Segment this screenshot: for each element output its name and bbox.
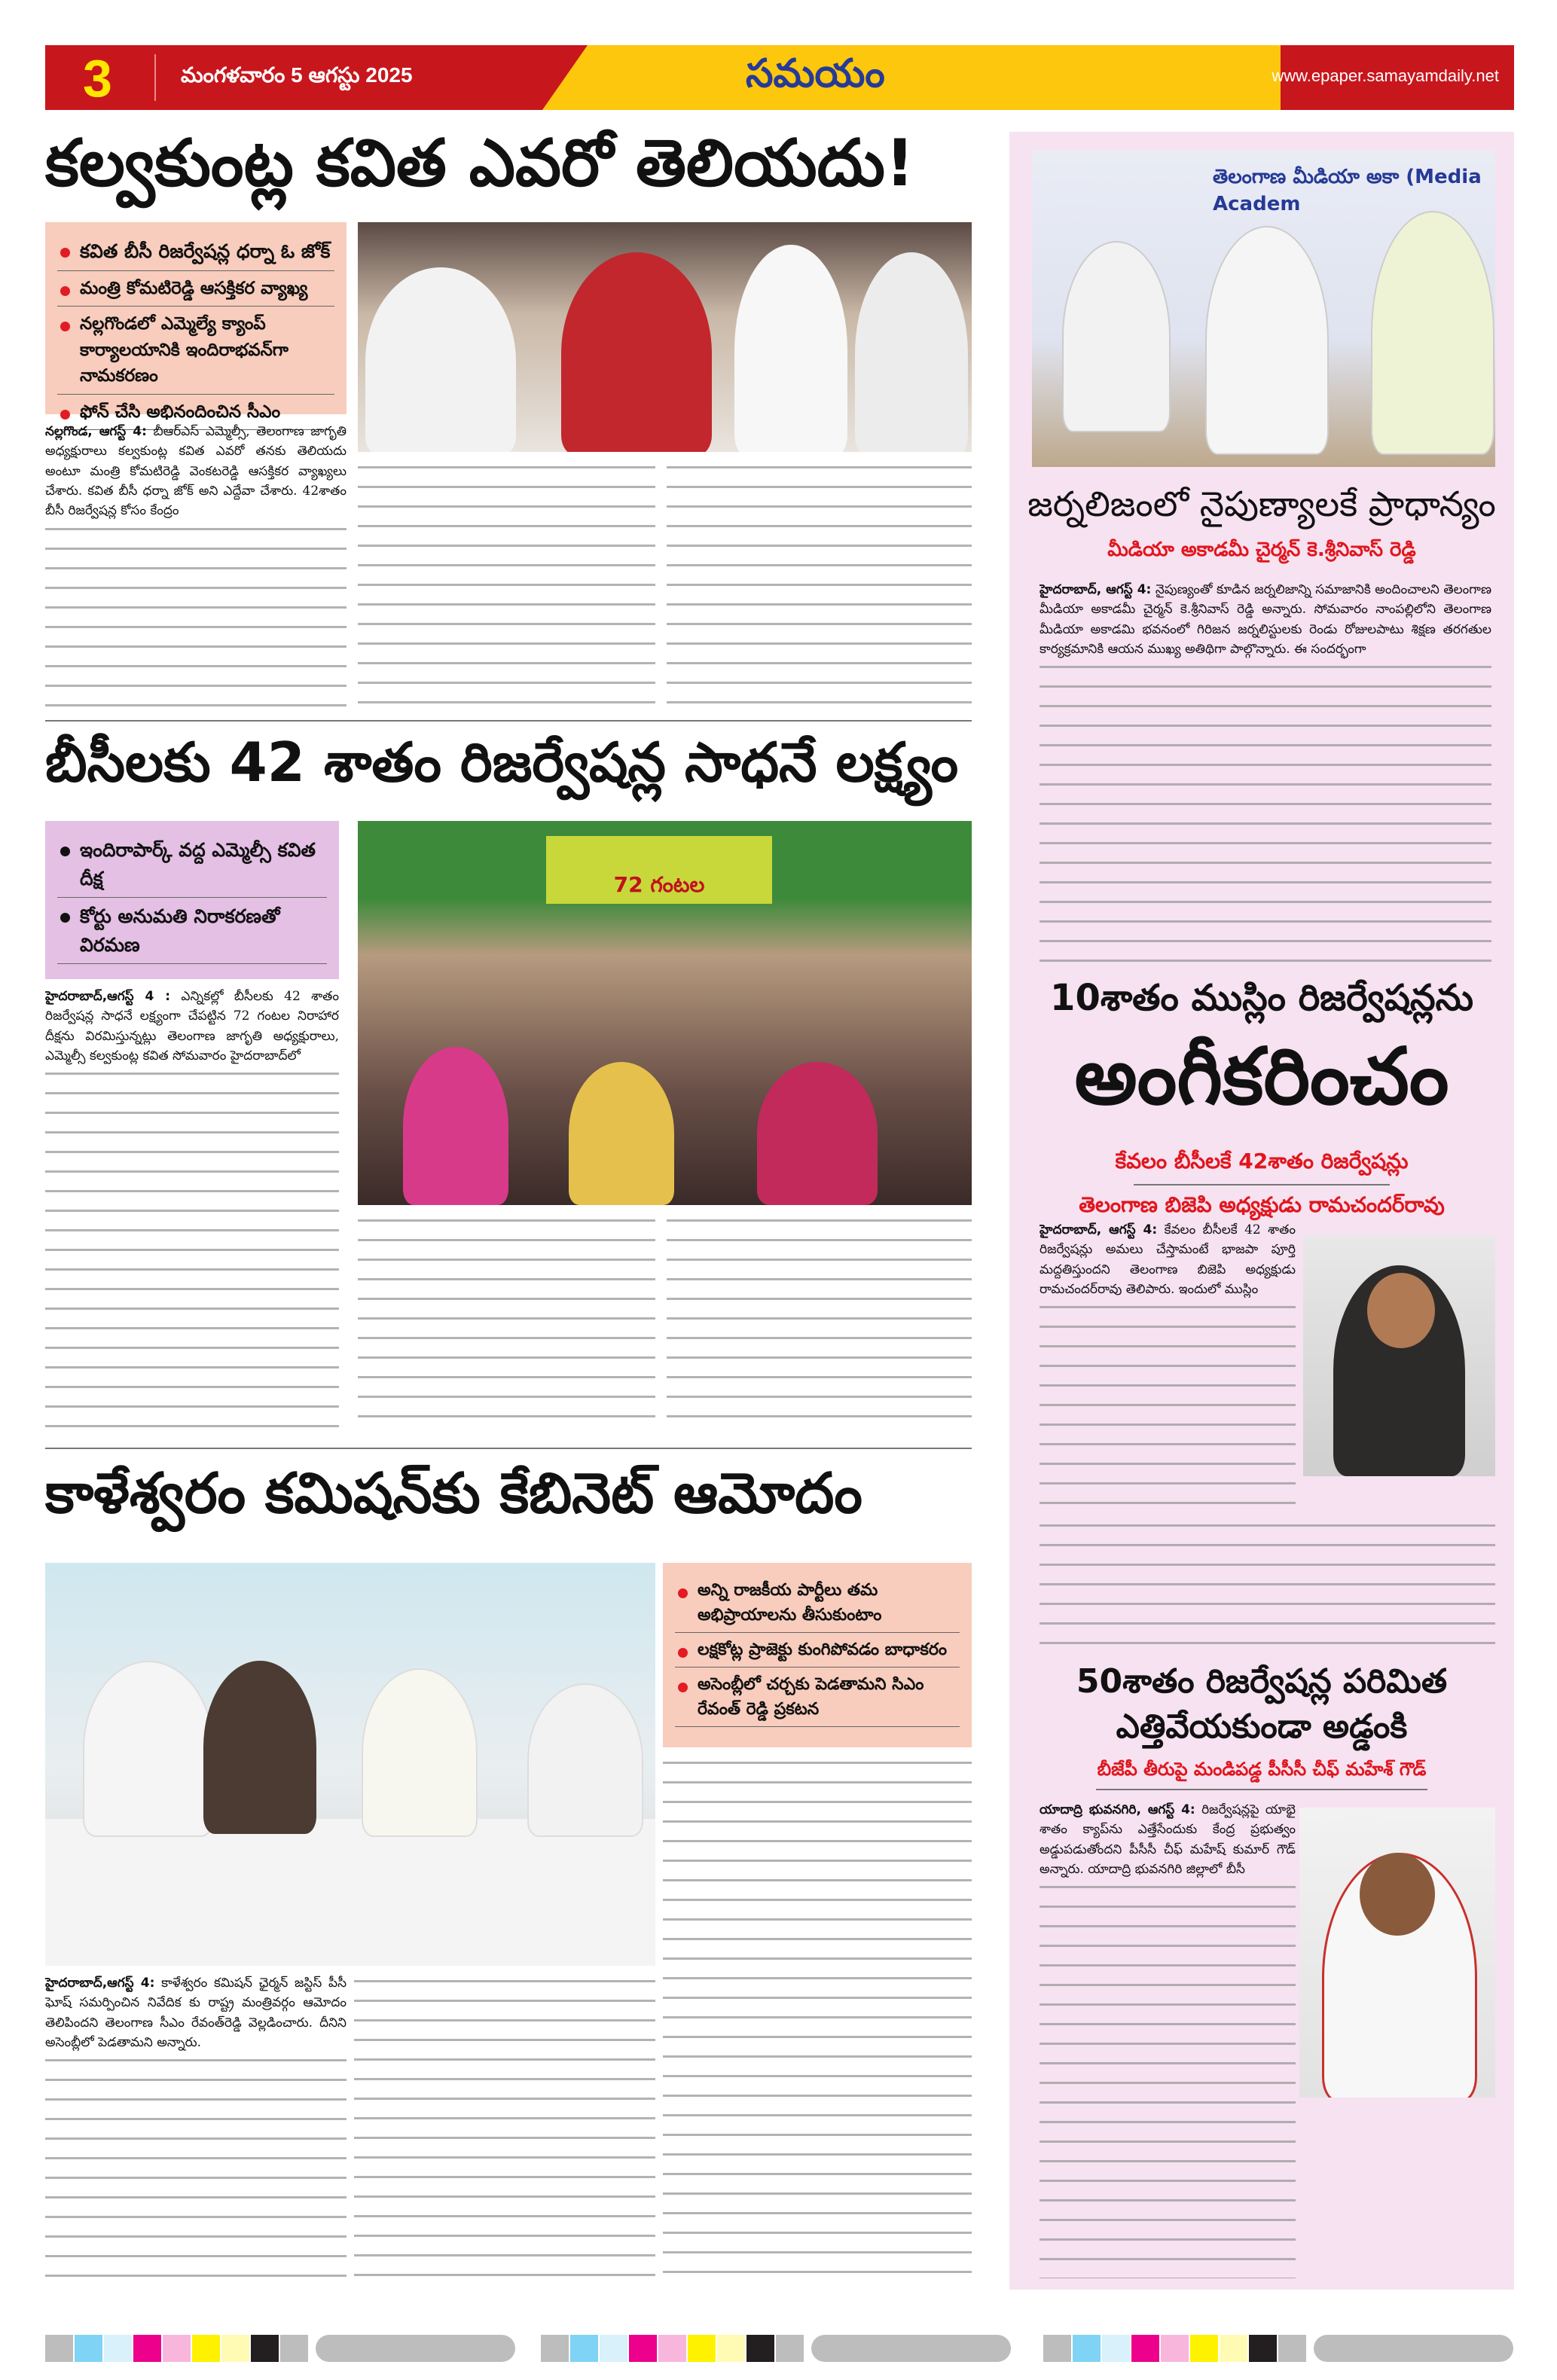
highlight-item: కవిత బీసీ రిజర్వేషన్ల ధర్నా ఓ జోక్ xyxy=(57,233,334,271)
color-swatch xyxy=(1161,2335,1189,2362)
color-registration-bar xyxy=(1043,2335,1515,2362)
story2-headline: బీసీలకు 42 శాతం రిజర్వేషన్ల సాధనే లక్ష్యం xyxy=(45,731,959,794)
story2-body-col2 xyxy=(358,1213,655,1431)
highlight-item: నల్లగొండలో ఎమ్మెల్యే క్యాంప్ కార్యాలయానికి ఇందిరాభవన్‌గా నామకరణం xyxy=(57,307,334,395)
color-swatch xyxy=(221,2335,249,2362)
highlight-item: ఇందిరాపార్క్ వద్ద ఎమ్మెల్సీ కవిత దీక్ష xyxy=(57,831,327,898)
dateline: నల్లగొండ, ఆగస్ట్ 4: xyxy=(45,424,147,439)
article-text: ఎన్నికల్లో బీసీలకు 42 శాతం రిజర్వేషన్ల సాధనే లక్ష్యంగా చేపట్టిన 72 గంటల నిరాహార దీక్షను విరమిస్తున్నట్లు తెలంగాణ జాగృతి అధ్యక్షురాలు, ఎమ్మెల్సీ కల్వకుంట్ల కవిత సోమవారం హైదరాబాద్‌లో xyxy=(45,989,339,1064)
color-swatch xyxy=(541,2335,569,2362)
color-swatch xyxy=(133,2335,161,2362)
ramachander-rao-photo xyxy=(1303,1235,1495,1476)
article-text: కాళేశ్వరం కమిషన్ ఛైర్మన్ జస్టిస్ పీసీ ఘోష్ సమర్పించిన నివేదిక కు రాష్ట్ర మంత్రివర్గం ఆమోదం తెలిపిందని తెలంగాణ సీఎం రేవంత్‌రెడ్డి వెల్లడించారు. దీనిని అసెంబ్లీలో పెడతామని అన్నారు. xyxy=(45,1976,347,2051)
highlight-item: మంత్రి కోమటిరెడ్డి ఆసక్తికర వ్యాఖ్య xyxy=(57,271,334,307)
color-swatch xyxy=(600,2335,627,2362)
story3-body-col3 xyxy=(663,1755,972,2290)
story3-body xyxy=(45,1973,347,2290)
color-swatch xyxy=(280,2335,308,2362)
divider xyxy=(45,1448,972,1449)
sidebar2-headline-line1: 10శాతం ముస్లిం రిజర్వేషన్లను xyxy=(1050,977,1473,1019)
sidebar xyxy=(1009,132,1514,2290)
divider xyxy=(1134,1184,1390,1185)
divider xyxy=(45,720,972,722)
color-swatch xyxy=(45,2335,73,2362)
sidebar2-body-continued xyxy=(1040,1518,1495,1646)
page-header xyxy=(45,45,1514,110)
color-swatch xyxy=(1043,2335,1071,2362)
sidebar2-subhead1: కేవలం బీసీలకే 42శాతం రిజర్వేషన్లు xyxy=(1115,1149,1409,1173)
mahesh-goud-photo xyxy=(1299,1808,1495,2098)
media-academy-banner: తెలంగాణ మీడియా అకా (Media Academ xyxy=(1213,166,1482,215)
story2-body xyxy=(45,987,339,1431)
epaper-url[interactable]: www.epaper.samayamdaily.net xyxy=(1272,66,1499,85)
article-text: రిజర్వేషన్లపై యాభై శాతం క్యాప్‌ను ఎత్తేసేందుకు కేంద్ర ప్రభుత్వం అడ్డుపడుతోందని పీసీసీ చీఫ్ మహేష్ కుమార్ గౌడ్ అన్నారు. యాదాద్రి భువనగిరి జిల్లాలో బీసీ xyxy=(1040,1802,1296,1878)
color-swatch xyxy=(629,2335,657,2362)
sidebar1-photo xyxy=(1032,151,1495,467)
dateline: హైదరాబాద్, ఆగస్ట్ 4: xyxy=(1040,582,1152,597)
sidebar3-headline-line1: 50శాతం రిజర్వేషన్ల పరిమిత xyxy=(1076,1662,1448,1701)
color-swatch xyxy=(163,2335,191,2362)
gray-registration-pill xyxy=(1314,2335,1513,2362)
divider xyxy=(1096,1789,1427,1790)
color-swatch xyxy=(192,2335,220,2362)
dateline: హైదరాబాద్,ఆగస్ట్ 4 : xyxy=(45,989,170,1004)
story1-body xyxy=(45,422,347,716)
story1-highlights xyxy=(45,222,347,422)
dateline: యాదాద్రి భువనగిరి, ఆగస్ట్ 4: xyxy=(1040,1802,1195,1817)
color-registration-bar xyxy=(541,2335,1012,2362)
color-swatch xyxy=(717,2335,745,2362)
sidebar3-subhead: బీజేపీ తీరుపై మండిపడ్డ పీసీసీ చీఫ్ మహేశ్ గౌడ్ xyxy=(1097,1759,1427,1780)
gray-registration-pill xyxy=(811,2335,1011,2362)
story2-highlights xyxy=(45,821,339,979)
story3-highlights xyxy=(663,1563,972,1747)
story1-photo xyxy=(358,222,972,452)
story2-body-col3 xyxy=(667,1213,972,1431)
color-swatch xyxy=(1131,2335,1159,2362)
highlight-item: లక్షకోట్ల ప్రాజెక్టు కుంగిపోవడం బాధాకరం xyxy=(675,1633,960,1668)
sidebar3-headline-line2: ఎత్తివేయకుండా అడ్డంకి xyxy=(1116,1707,1408,1746)
sidebar2-body xyxy=(1040,1220,1296,1514)
article-text: కేవలం బీసీలకే 42 శాతం రిజర్వేషన్లు అమలు చేస్తామంటే భాజపా పూర్తి మద్దతిస్తుందని తెలంగాణ బిజెపి అధ్యక్షుడు రామచందర్‌రావు తెలిపారు. ఇందులో ముస్లిం xyxy=(1040,1222,1296,1298)
color-swatch xyxy=(570,2335,598,2362)
header-divider xyxy=(154,54,156,101)
color-swatch xyxy=(75,2335,102,2362)
sidebar1-headline: జర్నలిజంలో నైపుణ్యాలకే ప్రాధాన్యం xyxy=(1027,484,1496,524)
color-swatch xyxy=(251,2335,279,2362)
story1-body-col3 xyxy=(667,459,972,716)
story3-photo xyxy=(45,1563,655,1966)
color-swatch xyxy=(1102,2335,1130,2362)
header-yellow-band xyxy=(542,45,1281,110)
highlight-item: ఫోన్ చేసి అభినందించిన సీఎం xyxy=(57,395,334,431)
article-text: బీఆర్ఎస్ ఎమ్మెల్సీ, తెలంగాణ జాగృతి అధ్యక్షురాలు కల్వకుంట్ల కవిత ఎవరో తనకు తెలియదు అంటూ మంత్రి కోమటిరెడ్డి వెంకటరెడ్డి ఆసక్తికర వ్యాఖ్యలు చేశారు. కవిత బీసీ ధర్నా జోక్ అని ఎద్దేవా చేశారు. 42శాతం బీసీ రిజర్వేషన్ల కోసం కేంద్రం xyxy=(45,424,347,519)
protest-banner: 72 గంటల xyxy=(546,836,772,904)
masthead-logo: సమయం xyxy=(746,51,885,96)
sidebar3-body xyxy=(1040,1800,1296,2282)
page-number: 3 xyxy=(83,49,112,108)
story2-photo xyxy=(358,821,972,1205)
color-swatch xyxy=(746,2335,774,2362)
sidebar2-subhead2: తెలంగాణ బిజెపి అధ్యక్షుడు రామచందర్‌రావు xyxy=(1079,1192,1445,1217)
color-swatch xyxy=(104,2335,132,2362)
gray-registration-pill xyxy=(316,2335,515,2362)
story3-headline: కాళేశ్వరం కమిషన్‌కు కేబినెట్ ఆమోదం xyxy=(45,1461,862,1526)
highlight-item: అన్ని రాజకీయ పార్టీలు తమ అభిప్రాయాలను తీసుకుంటాం xyxy=(675,1573,960,1633)
color-swatch xyxy=(688,2335,716,2362)
color-swatch xyxy=(658,2335,686,2362)
color-swatch xyxy=(776,2335,804,2362)
color-swatch xyxy=(1073,2335,1101,2362)
sidebar1-subhead: మీడియా అకాడమీ చైర్మన్ కె.శ్రీనివాస్ రెడ్డి xyxy=(1107,539,1416,561)
story1-headline: కల్వకుంట్ల కవిత ఎవరో తెలియదు! xyxy=(45,126,915,201)
dateline: హైదరాబాద్,ఆగస్ట్ 4: xyxy=(45,1976,155,1991)
article-text: నైపుణ్యంతో కూడిన జర్నలిజాన్ని సమాజానికి అందించాలని తెలంగాణ మీడియా అకాడమీ చైర్మన్ కె.శ్రీనివాస్ రెడ్డి అన్నారు. సోమవారం నాంపల్లిలోని తెలంగాణ మీడియా అకాడమి భవనంలో గిరిజన జర్నలిస్టులకు రెండు రోజులపాటు శిక్షణ తరగతుల కార్యక్రమానికి ఆయన ముఖ్య అతిథిగా పాల్గొన్నారు. ఈ సందర్భంగా xyxy=(1040,582,1491,658)
color-swatch xyxy=(1220,2335,1247,2362)
story1-body-col2 xyxy=(358,459,655,716)
color-swatch xyxy=(1278,2335,1306,2362)
color-swatch xyxy=(1190,2335,1218,2362)
color-swatch xyxy=(1249,2335,1277,2362)
highlight-item: కోర్టు అనుమతి నిరాకరణతో విరమణ xyxy=(57,898,327,964)
story3-body-col2 xyxy=(354,1973,655,2290)
sidebar2-headline-line2: అంగీకరించం xyxy=(1074,1030,1449,1122)
color-registration-bar xyxy=(45,2335,517,2362)
dateline: హైదరాబాద్, ఆగస్ట్ 4: xyxy=(1040,1222,1158,1237)
highlight-item: అసెంబ్లీలో చర్చకు పెడతామని సిఎం రేవంత్ రెడ్డి ప్రకటన xyxy=(675,1668,960,1727)
issue-date: మంగళవారం 5 ఆగస్టు 2025 xyxy=(181,63,413,87)
sidebar1-body xyxy=(1040,580,1491,972)
